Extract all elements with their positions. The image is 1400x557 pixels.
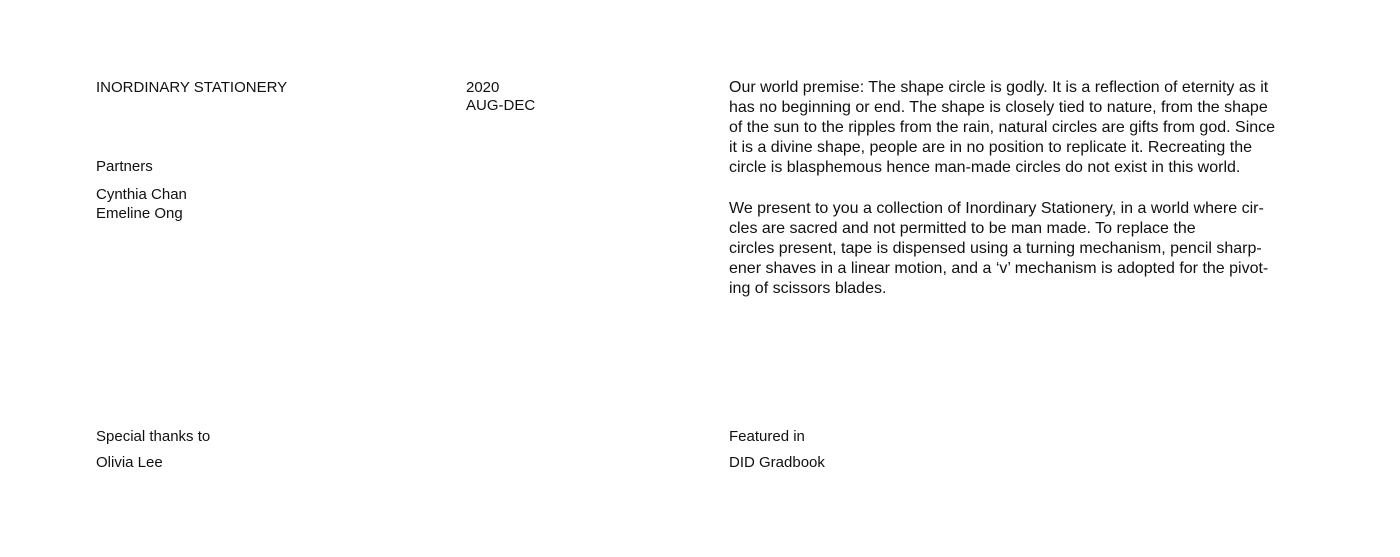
thanks-name: Olivia Lee xyxy=(96,454,163,471)
description-paragraph-2 xyxy=(729,199,1319,299)
description-line: ener shaves in a linear motion, and a ‘v’ mechanism is adopted for the pivot- xyxy=(729,260,1269,277)
partners-heading: Partners xyxy=(96,158,153,175)
description-line: We present to you a collection of Inordinary Stationery, in a world where cir- xyxy=(729,200,1264,217)
project-title: INORDINARY STATIONERY xyxy=(96,79,288,96)
description-line: Our world premise: The shape circle is godly. It is a reflection of eternity as it xyxy=(729,79,1269,96)
project-period: AUG-DEC xyxy=(466,97,536,114)
description-line: circle is blasphemous hence man-made circles do not exist in this world. xyxy=(729,159,1241,176)
description-line: it is a divine shape, people are in no position to replicate it. Recreating the xyxy=(729,139,1252,156)
featured-heading: Featured in xyxy=(729,428,805,445)
description-line: ing of scissors blades. xyxy=(729,280,887,297)
partner-name: Emeline Ong xyxy=(96,205,183,222)
thanks-heading: Special thanks to xyxy=(96,428,211,445)
description-line: of the sun to the ripples from the rain, natural circles are gifts from god. Since xyxy=(729,119,1276,136)
description-paragraph-1 xyxy=(729,78,1319,178)
featured-name: DID Gradbook xyxy=(729,454,825,471)
description-line: circles present, tape is dispensed using a turning mechanism, pencil sharp- xyxy=(729,240,1262,257)
project-year: 2020 xyxy=(466,79,500,96)
description-line: cles are sacred and not permitted to be man made. To replace the xyxy=(729,220,1196,237)
partner-name: Cynthia Chan xyxy=(96,186,187,203)
description-line: has no beginning or end. The shape is closely tied to nature, from the shape xyxy=(729,99,1268,116)
